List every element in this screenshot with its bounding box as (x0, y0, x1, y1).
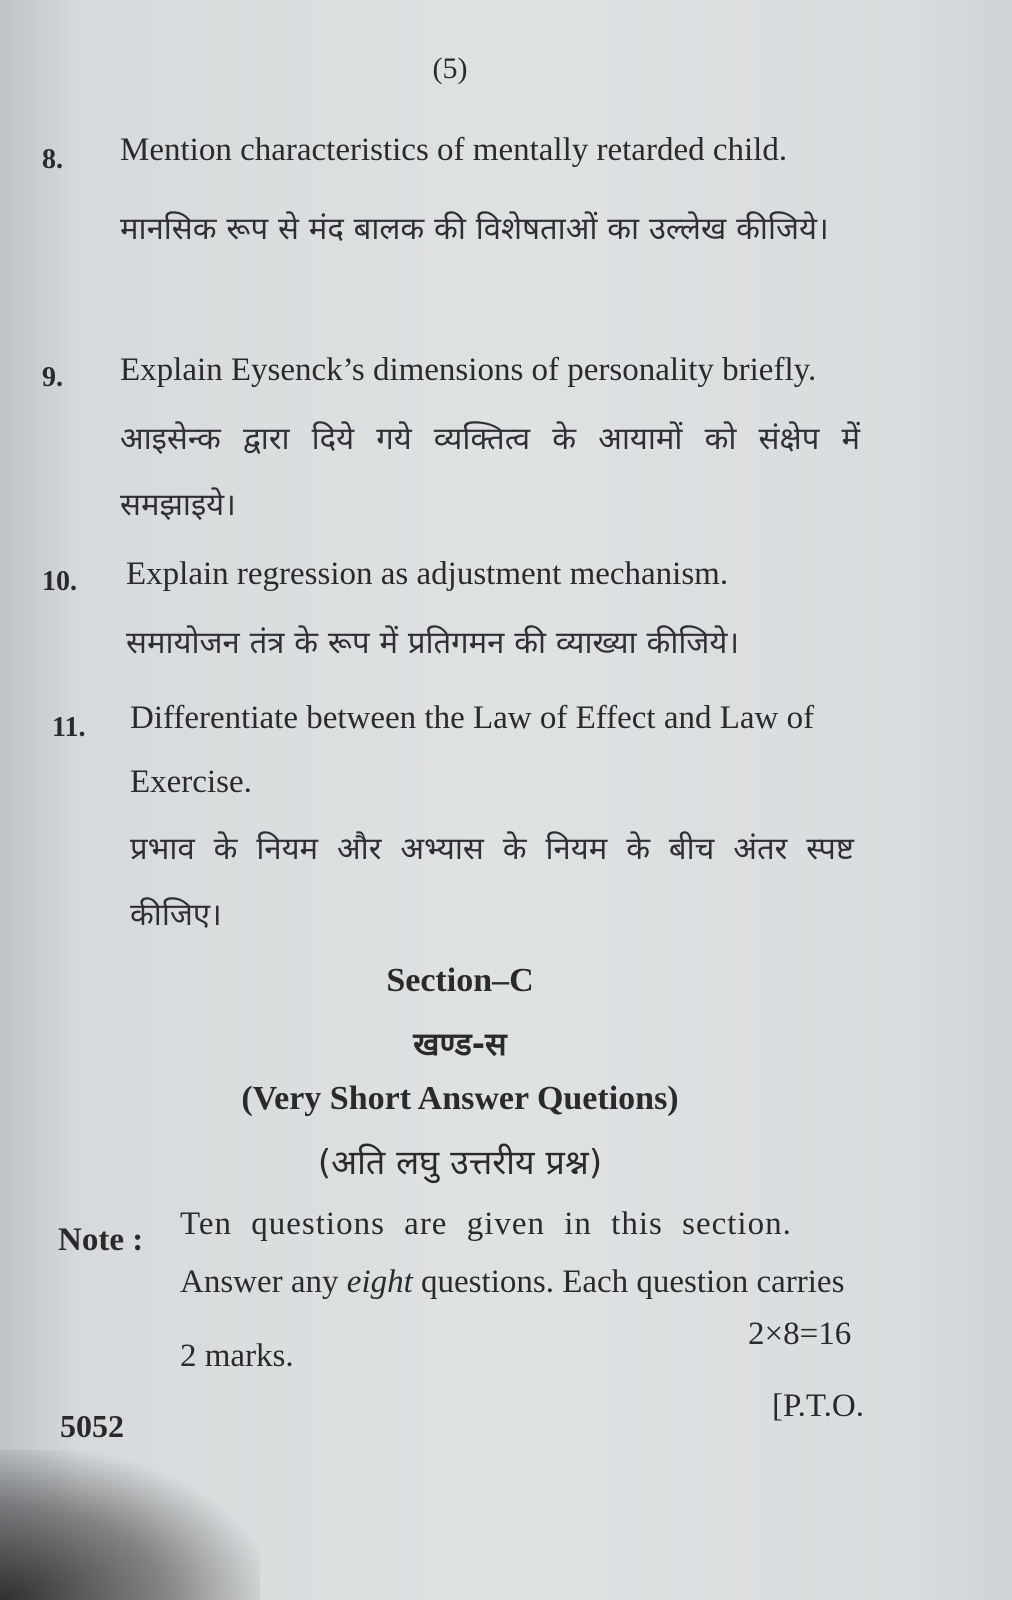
section-title: Section–C (386, 962, 534, 999)
question-number: 10. (42, 566, 77, 597)
question-text-english: Mention characteristics of mentally retarded child. (120, 132, 788, 168)
page-number: (5) (432, 52, 468, 85)
question-text-english-line2: Exercise. (130, 764, 252, 800)
paper-code: 5052 (60, 1408, 124, 1444)
question-text-hindi: मानसिक रूप से मंद बालक की विशेषताओं का उल्लेख कीजिये। (120, 211, 829, 247)
marks-formula: 2×8=16 (748, 1316, 852, 1352)
note-line-2-end: questions. Each question carries (412, 1264, 845, 1300)
note-line-2-start: Answer any (180, 1264, 347, 1300)
section-subtitle-hindi: (अति लघु उत्तरीय प्रश्न) (317, 1143, 603, 1183)
note-label: Note : (58, 1222, 144, 1258)
note-emphasis: eight (346, 1264, 413, 1300)
note-line-3: 2 marks. (180, 1338, 294, 1374)
question-text-hindi: आइसेन्क द्वारा दिये गये व्यक्तित्व के आयामों को संक्षेप में समझाइये। (120, 421, 860, 523)
note-line-1: Ten questions are given in this section. (180, 1206, 792, 1242)
question-text-english: Explain Eysenck’s dimensions of personality briefly. (120, 352, 817, 388)
corner-shadow (0, 1450, 260, 1600)
section-title-hindi: खण्ड-स (413, 1025, 507, 1063)
note-line-2 (180, 1264, 844, 1301)
question-number: 9. (42, 362, 63, 393)
question-text-hindi: प्रभाव के नियम और अभ्यास के नियम के बीच अंतर स्पष्ट कीजिए। (130, 831, 854, 933)
question-number: 8. (42, 144, 63, 175)
pto-label: [P.T.O. (772, 1388, 864, 1424)
question-number: 11. (52, 712, 86, 743)
question-text-hindi: समायोजन तंत्र के रूप में प्रतिगमन की व्याख्या कीजिये। (126, 625, 740, 661)
section-subtitle: (Very Short Answer Quetions) (241, 1080, 679, 1117)
question-text-english: Explain regression as adjustment mechanism. (126, 556, 729, 592)
question-text-english-line1: Differentiate between the Law of Effect and Law of (130, 700, 815, 736)
